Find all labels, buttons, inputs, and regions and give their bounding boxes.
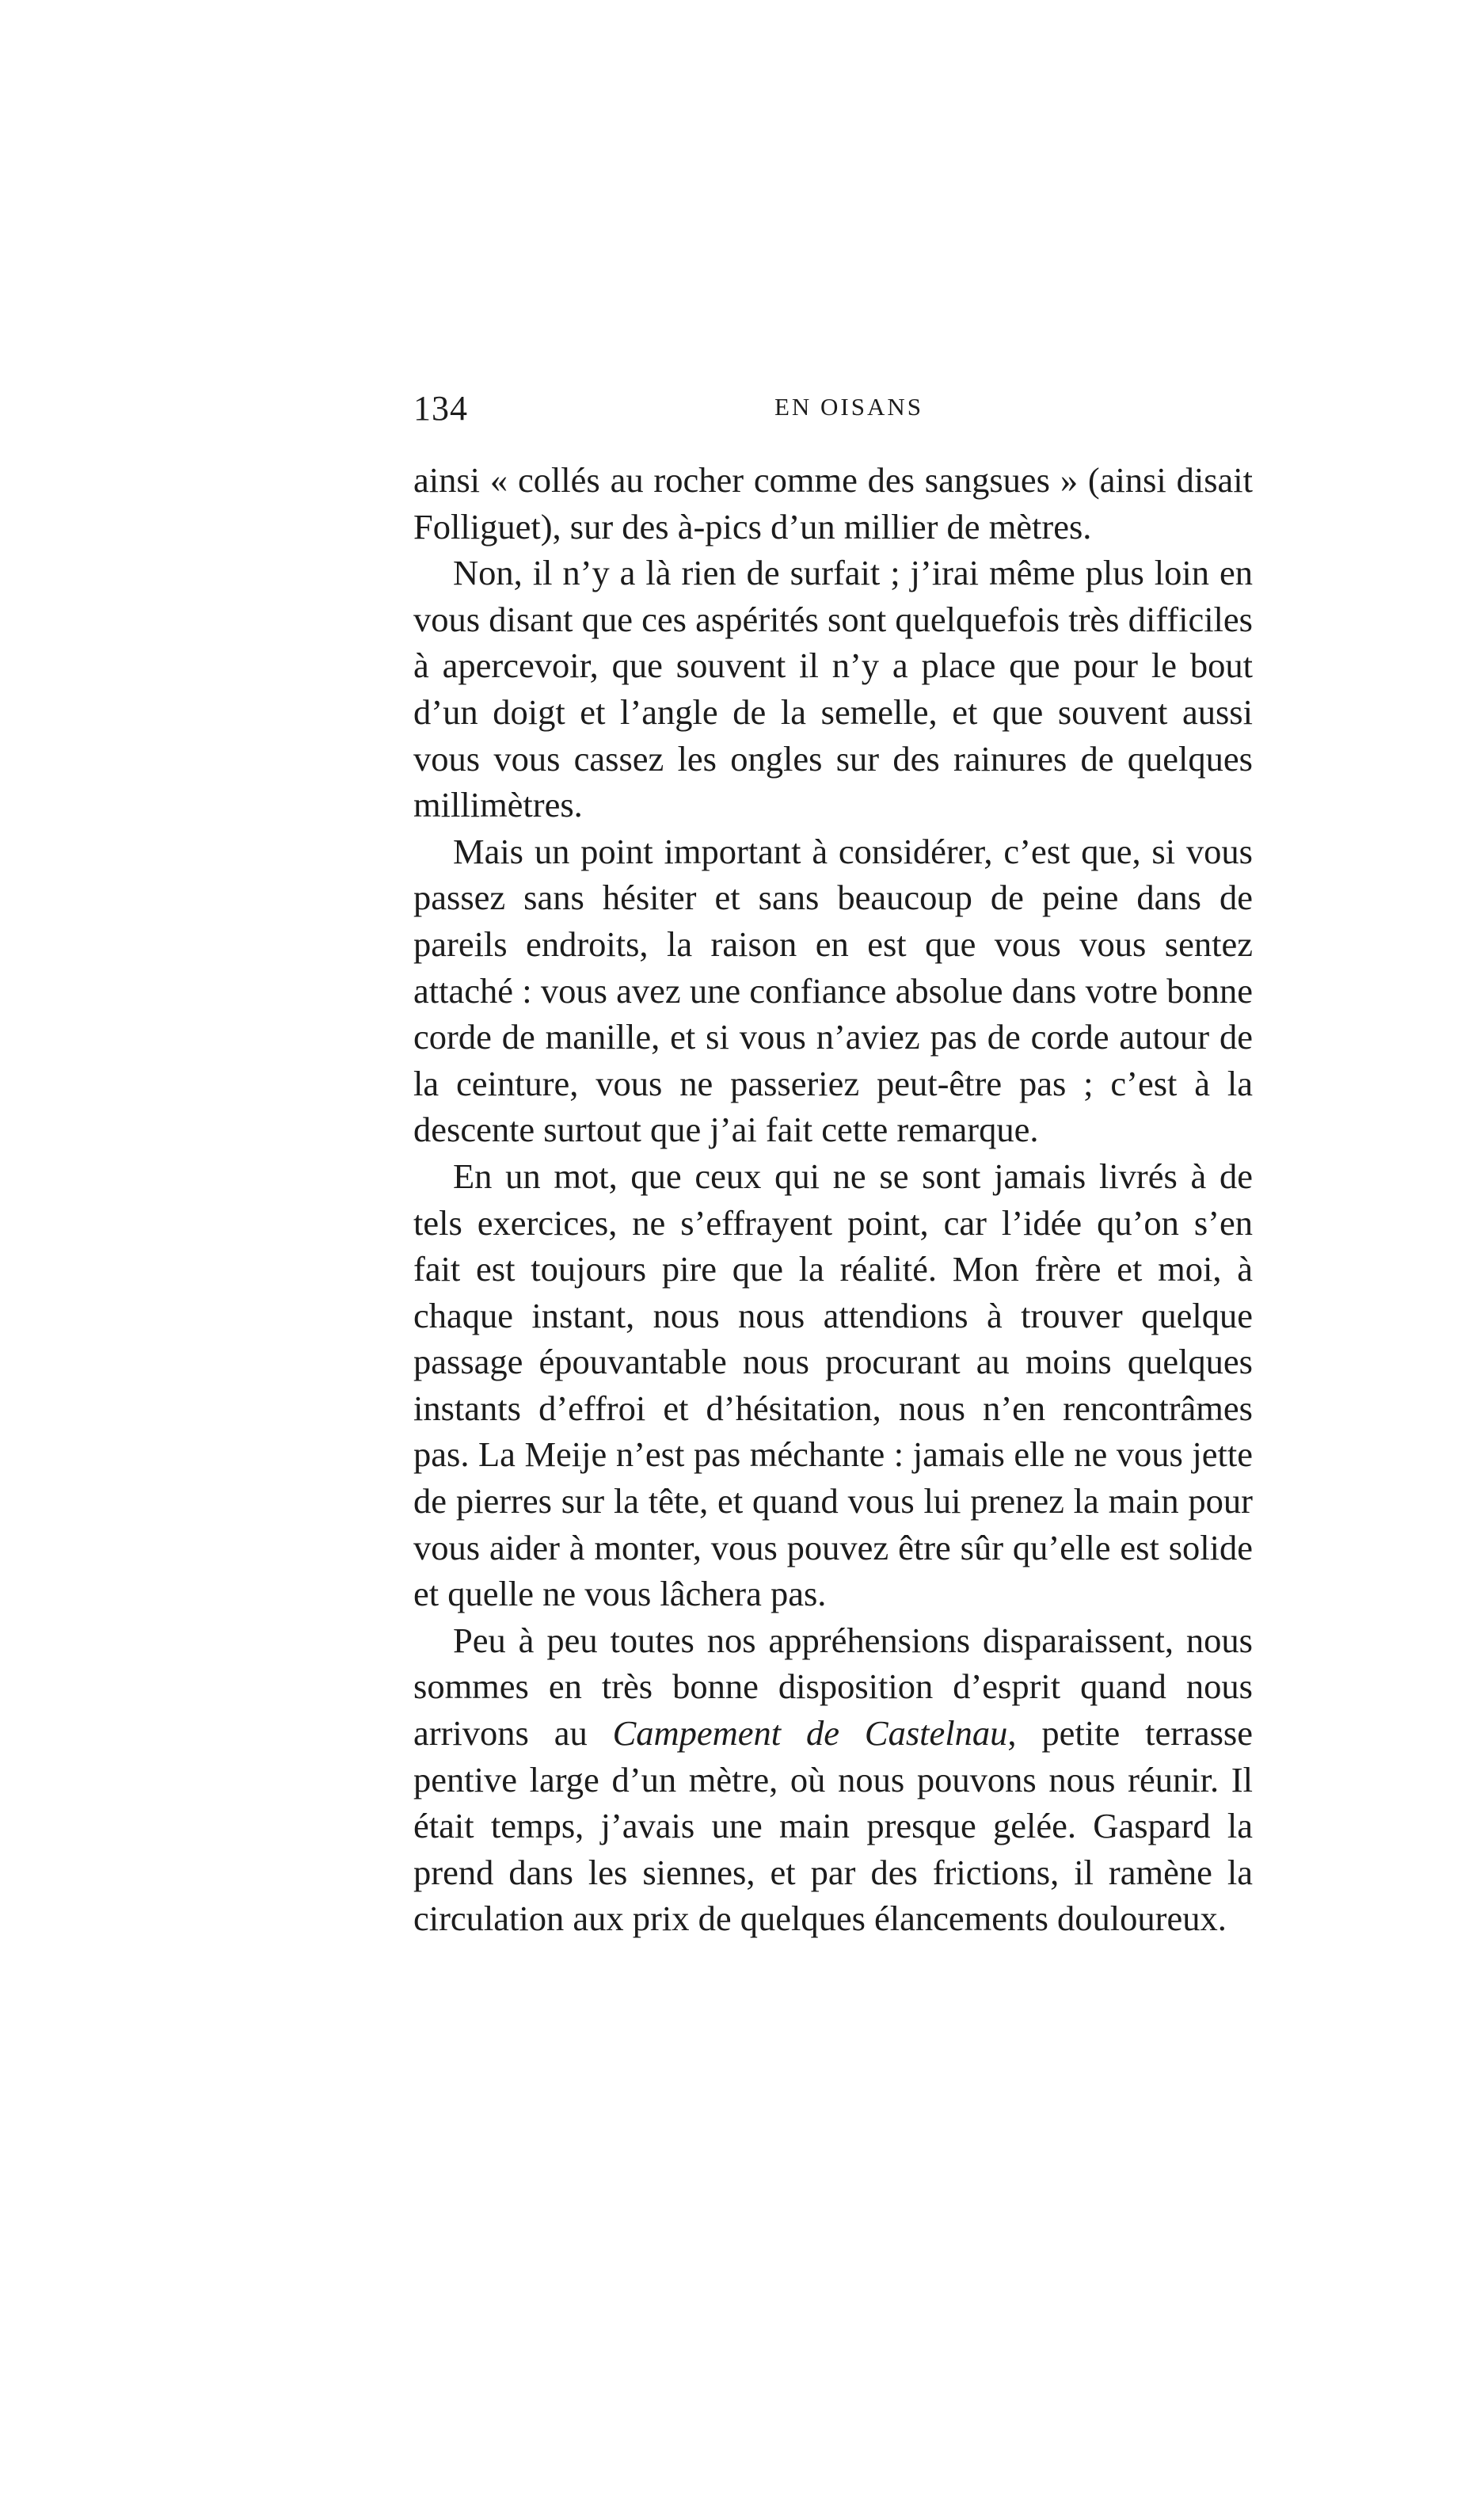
paragraph-2	[413, 550, 1253, 828]
paragraph-text: Non, il n’y a là rien de surfait ; j’irai même plus loin en vous disant que ces aspérités sont quelquefois très difficiles à apercevoir, que souvent il n’y a place que pour le bout d’un doigt et l’angle de la semelle, et que souvent aussi vous vous cassez les ongles sur des rainures de quelques millimètres.	[413, 553, 1253, 825]
paragraph-text: En un mot, que ceux qui ne se sont jamais livrés à de tels exercices, ne s’effrayent point, car l’idée qu’on s’en fait est toujours pire que la réalité. Mon frère et moi, à chaque instant, nous nous attendions à trouver quelque passage épouvantable nous procurant au moins quelques instants d’effroi et d’hésitation, nous n’en rencontrâmes pas. La Meije n’est pas méchante : jamais elle ne vous jette de pierres sur la tête, et quand vous lui prenez la main pour vous aider à monter, vous pouvez être sûr qu’elle est solide et quelle ne vous lâchera pas.	[413, 1156, 1253, 1614]
paragraph-text: Peu à peu toutes nos appréhensions disparaissent, nous sommes en très bonne disposition d’esprit quand nous arrivons au	[413, 1620, 1253, 1754]
body-text	[413, 457, 1253, 1942]
running-head	[413, 388, 1253, 436]
paragraph-3	[413, 828, 1253, 1153]
paragraph-5	[413, 1617, 1253, 1942]
paragraph-1	[413, 457, 1253, 550]
paragraph-text: Mais un point important à considérer, c’est que, si vous passez sans hésiter et sans beaucoup de peine dans de pareils endroits, la raison en est que vous vous sentez attaché : vous avez une confiance absolue dans votre bonne corde de manille, et si vous n’aviez pas de corde autour de la ceinture, vous ne passeriez peut-être pas ; c’est à la descente surtout que j’ai fait cette remarque.	[413, 831, 1253, 1150]
paragraph-4	[413, 1153, 1253, 1617]
paragraph-text: ainsi « collés au rocher comme des sangsues » (ainsi disait Folliguet), sur des à-pics d’un millier de mètres.	[413, 460, 1253, 547]
place-name-italic: Campement de Castelnau	[612, 1713, 1008, 1754]
page-number: 134	[413, 389, 468, 428]
running-title: EN OISANS	[774, 393, 924, 421]
paragraph-text: , petite terrasse pentive large d’un mètre, où nous pouvons nous réunir. Il était temps, j’avais une main presque gelée. Gaspard la prend dans les siennes, et par des frictions, il ramène la circulation aux prix de quelques élancements douloureux.	[413, 1713, 1253, 1939]
